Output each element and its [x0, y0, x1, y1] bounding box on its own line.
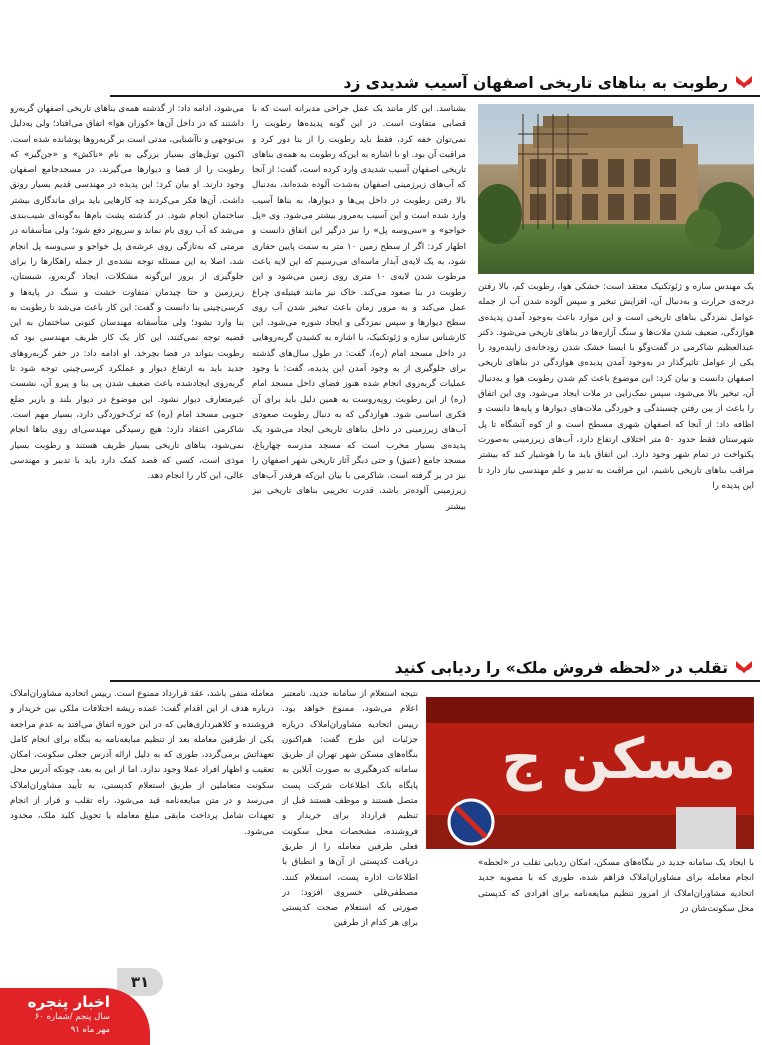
- article2-header: [395, 658, 754, 678]
- article2-title-rule: [110, 680, 760, 682]
- article1-column-left: می‌شود، ادامه داد: از گذشته همه‌ی بناهای تاریخی اصفهان گربه‌رو داشتند که در داخل آن‌ها «کوران هوا» اتفاق می‌افتاد؛ ولی به‌دلیل بی‌توجهی و ناآشنایی، مدتی است بر گربه‌روها پوشانده شده است. اکنون تونل‌های بسیار بزرگی به نام «ناکش» و «جن‌گیر» که رطوبت را از فضا و دیوارها می‌گیرند، در مسجدجامع اصفهان وجود دارند. او بیان کرد: این پدیده در مهندسی قدیم بسیار رونق داشت. آن‌ها فکر می‌کردند چه کارهایی باید برای ماندگاری بیشتر ساختمان انجام شود. در گذشته پشت بام‌ها به‌گونه‌ای شیب‌بندی می‌شد که آب روی بام نماند و سریع‌تر دفع شود؛ ولی متأسفانه در مرمتی که به‌تازگی روی عرشه‌ی پل خواجو و سی‌وسه پل انجام شد، اصلا به این مسئله توجه نشده‌ی از جمله راهکارها را برای جلوگیری از بروز این‌گونه مشکلات، ایجاد گربه‌رو، شبستان، زیرزمین و حتا چیدمان متفاوت خشت و سنگ در پایه‌ها و کرسی‌چینی بنا دانست و گفت: این کار باعث می‌شد تا رطوبت به بنا وارد نشود؛ ولی متأسفانه مهندسان کنونی ساختمان به این قضیه توجه نمی‌کنند، این کار یک کار ظریف مهندسی بود که رطوبت بتواند در فضا بچرخد. او ادامه داد: در حفر گربه‌روهای جدید باید به ارتفاع دیوار و عملکرد کرسی‌چینی توجه شود تا گربه‌روی ایجادشده باعث ضعیف شدن پی بنا و پیرو آن، نشست غیرمتعارف دیوار نشود. این موضوع در دیوار بلند و باربر ضلع جنوبی مسجد امام (ره) که ترک‌خوردگی دارد، بسیار مهم است. شاکرمی اعتقاد دارد: هیچ رسیدگی مهندسی‌ای روی بناها انجام نمی‌شود، بناهای تاریخی بسیار ظریف هستند و رطوبت بسیار موذی است، کسی که قصد کمک دارد باید با تدبیر و مهندسی عالی، این کار را انجام دهد.: [10, 104, 244, 482]
- article2-caption: با ایجاد یک سامانه جدید در بنگاه‌های مسکن، امکان ردیابی تقلب در «لحظه» انجام معامله برای مشاوران‌املاک فراهم شده، طوری که با مصوبه جدید اتحادیه مشاوران‌املاک از امروز تنظیم مبایعه‌نامه برای افرادی که کدپستی محل سکونت‌شان در: [478, 858, 754, 914]
- chevron-down-icon: [734, 73, 754, 93]
- article1-title: رطوبت به بناهای تاریخی اصفهان آسیب شدیدی زد: [343, 74, 728, 92]
- article1-title-rule: [110, 95, 760, 97]
- article1-photo: [478, 104, 754, 274]
- article1-column-middle: بشناسد. این کار مانند یک عمل جراحی مدبرانه است که با قصابی متفاوت است. در این گونه پدیده‌ها رطوبت را نمی‌توان خفه کرد، فقط باید رطوبت را از بنا دور کرد و مراقبت آن بود. او با اشاره به این‌که رطوبت به همه‌ی بناهای تاریخی اصفهان آسیب شدیدی وارد کرده است، گفت: از آنجا که آب‌های زیرزمینی اصفهان به‌شدت آلوده شده‌اند، به‌دنبال بالا رفتن رطوبت در داخل پی‌ها و دیوارها، به بناها آسیب وارد شده است و این آسیب به‌مرور بیشتر می‌شود. وی «پل خواجو» و «سی‌وسه پل» را نیز درگیر این اتفاق دانست و اظهار کرد: اگر از سطح زمین ۱۰ متر به سمت پایین حفاری شود، به یک لایه‌ی آبدار ماسه‌ای می‌رسیم که این لایه باعث مرطوب شدن لایه‌ی ۱۰ متری روی زمین می‌شود و این رطوبت در بنا صعود می‌کند. خاک نیز مانند فیتیله‌ی چراغ عمل می‌کند و به مرور زمان باعث تبخیر شدن آب روی سطح دیوارها و سپس نمزدگی و ایجاد شوره می‌شود. این کارشناس سازه و ژئوتکنیک، با اشاره به کشیدن گربه‌روهایی در داخل مسجد امام (ره)، گفت: در طول سال‌های گذشته برای جلوگیری از به وجود آمدن این پدیده، گفت: با وجود عملیات گربه‌روی انجام شده هنوز فضای داخل مسجد امام (ره) از این رطوبت رویه‌روست به همین دلیل باید برای آن فکری اساسی شود. هوازدگی که به دنبال رطوبت صعودی آب‌های زیرزمینی در داخل بناهای تاریخی ایجاد می‌شود یک پدیده‌ی بسیار مخرب است که مسجد مدرسه چهارباغ، مسجد جامع (عتیق) و حتی دیگر آثار تاریخی شهر اصفهان را نیز در بر گرفته است. شاکرمی با بیان این‌که هرقدر آب‌های زیرزمینی آلوده‌تر باشد، قدرت تخریبی بناهای تاریخی نیز بیشتر: [252, 104, 466, 512]
- page-number: ۳۱: [117, 968, 163, 996]
- magazine-name: اخبار پنجره: [27, 993, 110, 1011]
- article1-header: [343, 73, 754, 93]
- footer-badge: [0, 988, 150, 1045]
- article2-photo-sign: مسکن ج: [501, 727, 736, 792]
- article2-column-left: معامله منفی باشد، عقد قرارداد ممنوع است. رییس اتحادیه مشاوران‌املاک درباره هدف از این اقدام گفت: عمده ریشه اختلافات ملکی بین خریدار و فروشنده و کلاهبرداری‌هایی که در این حوزه اتفاق می‌افتد به عدم مراجعه یکی از طرفین معامله بعد از تنظیم مبایعه‌نامه به بنگاه برای انجام کامل تعهداتش برمی‌گردد، طوری که به دلیل ارائه آدرس جعلی سکونت، امکان تعقیب و اظهار افراد عملا وجود ندارد. اما از این به بعد، چونکه آدرس محل سکونت متعاملین از طریق استعلام کدپستی، به تأیید مشاوران‌املاک می‌رسد و در متن مبایعه‌نامه قید می‌شود، راه تقلب و فرار از انجام تعهدات شامل پرداخت مابقی مبلغ معامله یا تحویل کلید ملک، محدود می‌شود.: [10, 689, 274, 837]
- article1-caption: یک مهندس سازه و ژئوتکنیک معتقد است: خشکی هوا، رطوبت کم، بالا رفتن درجه‌ی حرارت و به‌دنبال آن، افزایش تبخیر و سپس آلوده شدن آب از جمله عوامل نمزدگی بناهای تاریخی است و این موارد باعث به‌وجود آمدن پدیده‌ی هوازدگی، ضعیف شدن ملات‌ها و سنگ آزاره‌ها در بناهای تاریخی می‌شود. دکتر عبدالعظیم شاکرمی در گفت‌وگو با ایسنا خشک شدن رودخانه‌ی زاینده‌رود را یکی از عوامل تاثیرگذار در به‌وجود آمدن پدیده‌ی هوازدگی در بناهای تاریخی اصفهان دانست و بیان کرد: این موضوع باعث کم شدن رطوبت هوا و به‌دنبال آن، تبخیر بالا می‌شود، سپس نمک‌زایی در ملات ایجاد می‌شود. وی این اتفاق را باعث از بین رفتن چسبندگی و خوردگی ملات‌های دیوارها و پایه‌ها دانست و اظافه داد: از آنجا که اصفهان شهری مسطح است و از کوه آتشگاه تا پل شهرستان فقط حدود ۵۰ متر اختلاف ارتفاع دارد، آب‌های زیرزمینی به‌صورت یکنواخت در تمام شهر وجود دارد. این اتفاق باید ما را هوشیار کند که بیشتر مراقب بناهای تاریخی باشیم، این مراقبت به تدبیر و علم مهندسی نیاز دارد تا این پدیده را: [478, 282, 754, 491]
- issue-number: سال پنجم /شماره ۶۰: [34, 1012, 110, 1022]
- article2-title: تقلب در «لحظه فروش ملک» را ردیابی کنید: [394, 659, 728, 677]
- issue-date: مهر ماه ۹۱: [70, 1025, 110, 1035]
- article2-photo: [426, 697, 754, 849]
- article2-column-middle: نتیجه استعلام از سامانه جدید، نامعتبر اعلام می‌شود، ممنوع خواهد بود. رییس اتحادیه مشاوران‌املاک درباره جزئیات این طرح گفت: هم‌اکنون بنگاه‌های مسکن شهر تهران از طریق سامانه کدرهگیری به صورت آنلاین به پایگاه بانک اطلاعات شرکت پست متصل هستند و موظف هستند قبل از تنظیم قرارداد برای خریدار و فروشنده، مشخصات محل سکونت فعلی طرفین معامله را از طریق دریافت کدپستی از آن‌ها و انطباق با اطلاعات اداره پست، استعلام کنند. مصطفی‌قلی خسروی افزود: در صورتی که استعلام صحت کدپستی برای هر کدام از طرفین: [282, 689, 418, 929]
- chevron-down-icon: [734, 658, 754, 678]
